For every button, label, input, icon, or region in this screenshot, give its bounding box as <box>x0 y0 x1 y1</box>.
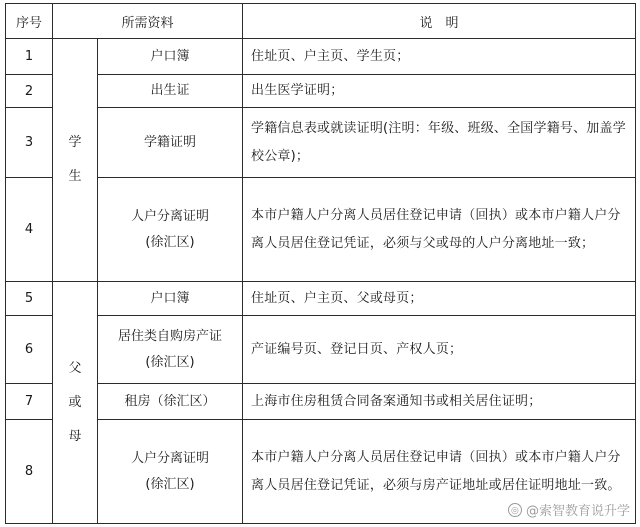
group-char: 母 <box>68 428 82 444</box>
material-line: (徐汇区) <box>145 354 195 370</box>
material-line: 学籍证明 <box>144 134 197 150</box>
table-row <box>6 384 636 420</box>
material-description: 出生医学证明； <box>243 75 636 108</box>
materials-table <box>5 3 636 524</box>
material-line: 人户分离证明 <box>131 208 210 224</box>
table-row <box>6 39 636 75</box>
row-number: 7 <box>6 384 53 420</box>
material-name <box>98 178 243 282</box>
group-char: 或 <box>68 394 82 410</box>
material-name <box>98 39 243 75</box>
row-number: 8 <box>6 420 53 524</box>
table-row <box>6 75 636 108</box>
material-name <box>98 384 243 420</box>
material-description: 学籍信息表或就读证明(注明：年级、班级、全国学籍号、加盖学校公章)； <box>243 108 636 178</box>
row-number: 5 <box>6 282 53 316</box>
table-header-row <box>6 4 636 39</box>
watermark <box>508 500 630 519</box>
material-description: 上海市住房租赁合同备案通知书或相关居住证明； <box>243 384 636 420</box>
group-student <box>53 39 98 282</box>
group-char: 生 <box>68 169 82 184</box>
material-description: 住址页、户主页、学生页； <box>243 39 636 75</box>
table-row <box>6 282 636 316</box>
table-row <box>6 108 636 178</box>
material-description: 住址页、户主页、父或母页； <box>243 282 636 316</box>
material-line: (徐汇区) <box>145 476 195 492</box>
material-name <box>98 108 243 178</box>
material-line: 人户分离证明 <box>131 450 210 466</box>
material-name <box>98 316 243 384</box>
row-number: 4 <box>6 178 53 282</box>
header-seq: 序号 <box>6 4 53 39</box>
group-char: 学 <box>68 135 82 150</box>
material-name <box>98 420 243 524</box>
material-name <box>98 282 243 316</box>
row-number: 1 <box>6 39 53 75</box>
material-line: 出生证 <box>150 83 190 98</box>
row-number: 3 <box>6 108 53 178</box>
material-description: 产证编号页、登记日页、产权人页； <box>243 316 636 384</box>
material-line: (徐汇区) <box>145 234 195 250</box>
row-number: 6 <box>6 316 53 384</box>
material-line: 居住类自购房产证 <box>118 328 223 344</box>
table-row <box>6 316 636 384</box>
logo-icon: ◎ <box>508 503 522 517</box>
material-line: 户口簿 <box>150 48 190 64</box>
table-row <box>6 178 636 282</box>
header-explanation: 说 明 <box>243 4 636 39</box>
material-line: 租房（徐汇区） <box>124 393 216 409</box>
row-number: 2 <box>6 75 53 108</box>
material-name <box>98 75 243 108</box>
group-parent <box>53 282 98 524</box>
group-char: 父 <box>68 360 82 376</box>
material-line: 户口簿 <box>150 290 190 306</box>
material-description: 本市户籍人户分离人员居住登记申请（回执）或本市户籍人户分离人员居住登记凭证，必须与父或母的人户分离地址一致； <box>243 178 636 282</box>
material-description: 本市户籍人户分离人员居住登记申请（回执）或本市户籍人户分离人员居住登记凭证，必须与房产证地址或居住证明地址一致。 <box>243 420 636 524</box>
header-materials: 所需资料 <box>53 4 243 39</box>
watermark-text: @索智教育说升学 <box>525 504 630 519</box>
